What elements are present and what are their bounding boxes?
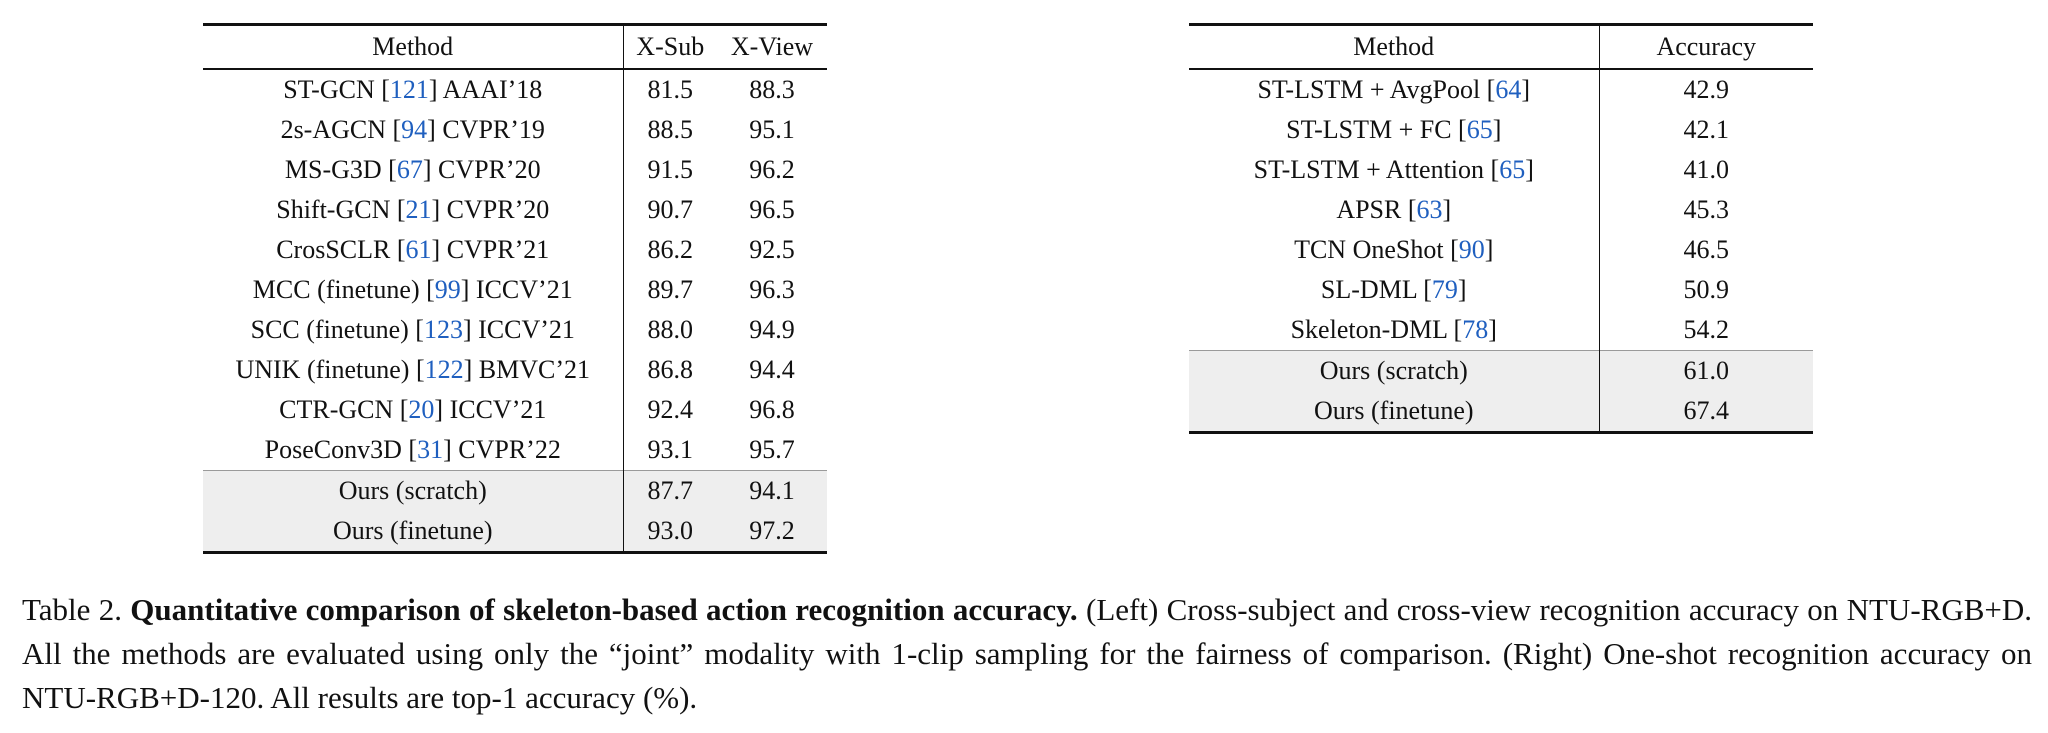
method-cell: TCN OneShot [90] xyxy=(1189,230,1599,270)
method-cell: MCC (finetune) [99] ICCV’21 xyxy=(203,270,623,310)
caption-title: Quantitative comparison of skeleton-based action recognition accuracy. xyxy=(130,592,1078,627)
citation-link[interactable]: 21 xyxy=(405,195,432,224)
method-cell: Ours (finetune) xyxy=(203,511,623,553)
method-cell: MS-G3D [67] CVPR’20 xyxy=(203,150,623,190)
method-cell: ST-LSTM + AvgPool [64] xyxy=(1189,69,1599,110)
table-row-ours xyxy=(1189,391,1813,433)
method-cell: UNIK (finetune) [122] BMVC’21 xyxy=(203,350,623,390)
accuracy-cell-best: 67.4 xyxy=(1599,391,1813,433)
table-row xyxy=(1189,110,1813,150)
x-view-cell: 88.3 xyxy=(749,75,795,104)
table-header-row xyxy=(203,25,827,70)
citation-link[interactable]: 65 xyxy=(1499,155,1526,184)
method-cell: Ours (scratch) xyxy=(203,471,623,512)
accuracy-cell: 41.0 xyxy=(1683,155,1729,184)
method-cell: 2s-AGCN [94] CVPR’19 xyxy=(203,110,623,150)
table-row-ours xyxy=(203,471,827,512)
table-row-ours xyxy=(203,511,827,553)
x-view-cell: 96.8 xyxy=(749,395,795,424)
x-sub-cell: 86.8 xyxy=(647,355,693,384)
citation-link[interactable]: 67 xyxy=(396,155,423,184)
header-x-sub: X-Sub xyxy=(636,32,705,61)
header-method: Method xyxy=(1189,25,1599,70)
table-row-ours xyxy=(1189,351,1813,392)
x-sub-cell: 87.7 xyxy=(623,471,717,512)
citation-link[interactable]: 20 xyxy=(408,395,435,424)
accuracy-cell: 54.2 xyxy=(1683,315,1729,344)
method-cell: SL-DML [79] xyxy=(1189,270,1599,310)
table-header-row xyxy=(1189,25,1813,70)
x-sub-cell: 89.7 xyxy=(647,275,693,304)
x-view-cell: 96.5 xyxy=(749,195,795,224)
table-row xyxy=(203,350,827,390)
method-cell: PoseConv3D [31] CVPR’22 xyxy=(203,430,623,471)
table-row xyxy=(203,150,827,190)
citation-link[interactable]: 99 xyxy=(434,275,461,304)
citation-link[interactable]: 94 xyxy=(401,115,428,144)
x-sub-cell: 93.0 xyxy=(623,511,717,553)
table-row xyxy=(203,390,827,430)
table-row xyxy=(1189,230,1813,270)
x-sub-cell: 88.5 xyxy=(647,115,693,144)
table-row xyxy=(203,430,827,471)
x-view-cell: 92.5 xyxy=(749,235,795,264)
citation-link[interactable]: 121 xyxy=(389,75,429,104)
method-cell: SCC (finetune) [123] ICCV’21 xyxy=(203,310,623,350)
citation-link[interactable]: 61 xyxy=(405,235,432,264)
header-accuracy: Accuracy xyxy=(1656,32,1757,61)
table-row xyxy=(203,310,827,350)
ntu120-one-shot-table xyxy=(1189,23,1813,434)
citation-link[interactable]: 63 xyxy=(1416,195,1443,224)
x-sub-cell: 90.7 xyxy=(647,195,693,224)
accuracy-cell: 42.9 xyxy=(1683,75,1729,104)
ntu-results-table xyxy=(203,23,827,554)
table-row xyxy=(203,69,827,110)
x-view-cell: 95.1 xyxy=(749,115,795,144)
accuracy-cell: 46.5 xyxy=(1683,235,1729,264)
table-row xyxy=(1189,150,1813,190)
table-row xyxy=(203,110,827,150)
x-sub-cell: 86.2 xyxy=(647,235,693,264)
table-row xyxy=(1189,69,1813,110)
citation-link[interactable]: 90 xyxy=(1458,235,1485,264)
table-caption xyxy=(22,588,2032,720)
method-cell: ST-LSTM + Attention [65] xyxy=(1189,150,1599,190)
method-cell: Skeleton-DML [78] xyxy=(1189,310,1599,351)
caption-body: (Left) Cross-subject and cross-view recognition accuracy on NTU-RGB+D. All the methods are evaluated using only the “joint” modality with 1-clip sampling for the fairness of comparison. (Right) One-shot recognition accuracy on NTU-RGB+D-120. All results are top-1 accuracy (%). xyxy=(22,592,2033,715)
citation-link[interactable]: 123 xyxy=(423,315,463,344)
x-view-cell: 96.3 xyxy=(749,275,795,304)
table-row xyxy=(203,230,827,270)
table-row xyxy=(1189,310,1813,351)
method-cell: APSR [63] xyxy=(1189,190,1599,230)
x-view-cell: 94.1 xyxy=(717,471,827,512)
x-view-cell: 94.9 xyxy=(749,315,795,344)
header-method: Method xyxy=(203,25,623,70)
accuracy-cell: 42.1 xyxy=(1683,115,1729,144)
citation-link[interactable]: 65 xyxy=(1466,115,1493,144)
citation-link[interactable]: 78 xyxy=(1462,315,1489,344)
method-cell: ST-LSTM + FC [65] xyxy=(1189,110,1599,150)
method-cell: CTR-GCN [20] ICCV’21 xyxy=(203,390,623,430)
citation-link[interactable]: 31 xyxy=(417,435,444,464)
method-cell: Ours (finetune) xyxy=(1189,391,1599,433)
x-sub-cell-best: 93.1 xyxy=(647,435,693,464)
header-x-view: X-View xyxy=(730,32,814,61)
citation-link[interactable]: 64 xyxy=(1495,75,1522,104)
x-sub-cell: 88.0 xyxy=(647,315,693,344)
x-sub-cell: 91.5 xyxy=(647,155,693,184)
table-row xyxy=(203,190,827,230)
x-sub-cell: 92.4 xyxy=(647,395,693,424)
caption-label: Table 2. xyxy=(22,592,122,627)
table-row xyxy=(1189,190,1813,230)
x-sub-cell: 81.5 xyxy=(647,75,693,104)
citation-link[interactable]: 122 xyxy=(424,355,464,384)
table-row xyxy=(203,270,827,310)
x-view-cell: 94.4 xyxy=(749,355,795,384)
table-row xyxy=(1189,270,1813,310)
accuracy-cell: 61.0 xyxy=(1599,351,1813,392)
accuracy-cell: 50.9 xyxy=(1683,275,1729,304)
accuracy-cell: 45.3 xyxy=(1683,195,1729,224)
method-cell: Shift-GCN [21] CVPR’20 xyxy=(203,190,623,230)
method-cell: Ours (scratch) xyxy=(1189,351,1599,392)
citation-link[interactable]: 79 xyxy=(1431,275,1458,304)
x-view-cell-best: 97.2 xyxy=(717,511,827,553)
method-cell: ST-GCN [121] AAAI’18 xyxy=(203,69,623,110)
x-view-cell: 95.7 xyxy=(749,435,795,464)
x-view-cell: 96.2 xyxy=(749,155,795,184)
method-cell: CrosSCLR [61] CVPR’21 xyxy=(203,230,623,270)
